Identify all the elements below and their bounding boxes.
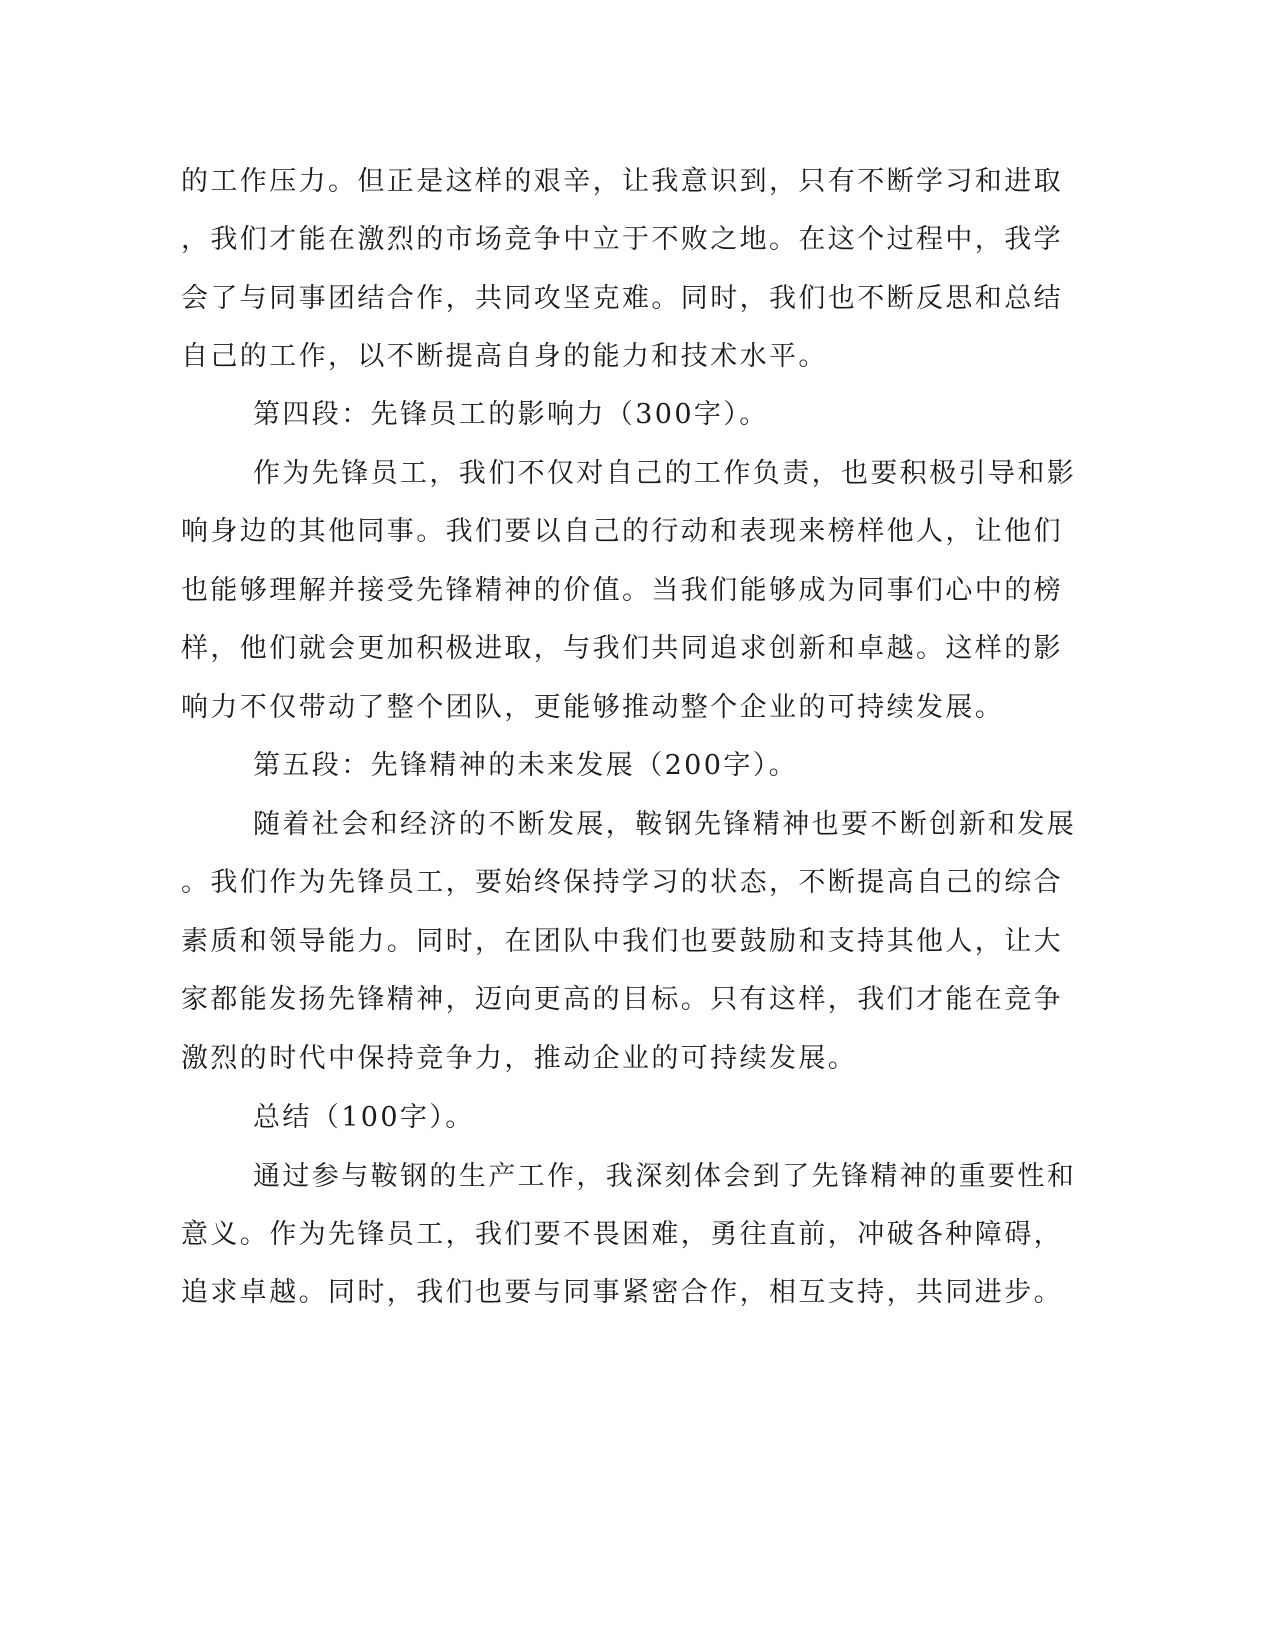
paragraph-line: 追求卓越。同时，我们也要与同事紧密合作，相互支持，共同进步。: [181, 1277, 1063, 1308]
paragraph-line: 意义。作为先锋员工，我们要不畏困难，勇往直前，冲破各种障碍，: [181, 1219, 1063, 1250]
paragraph-line: 作为先锋员工，我们不仅对自己的工作负责，也要积极引导和影: [253, 458, 1077, 489]
paragraph-line: 响身边的其他同事。我们要以自己的行动和表现来榜样他人，让他们: [181, 516, 1063, 547]
section-heading: 第五段：先锋精神的未来发展（200字）。: [253, 750, 799, 781]
paragraph-line: ，我们才能在激烈的市场竞争中立于不败之地。在这个过程中，我学: [181, 224, 1063, 255]
paragraph-line: 素质和领导能力。同时，在团队中我们也要鼓励和支持其他人，让大: [181, 926, 1063, 957]
paragraph-line: 随着社会和经济的不断发展，鞍钢先锋精神也要不断创新和发展: [253, 809, 1077, 840]
paragraph-line: 响力不仅带动了整个团队，更能够推动整个企业的可持续发展。: [181, 692, 1005, 723]
paragraph-line: 通过参与鞍钢的生产工作，我深刻体会到了先锋精神的重要性和: [253, 1161, 1077, 1192]
section-heading: 总结（100字）。: [253, 1102, 475, 1133]
paragraph-line: 激烈的时代中保持竞争力，推动企业的可持续发展。: [181, 1043, 858, 1074]
paragraph-line: 自己的工作，以不断提高自身的能力和技术水平。: [181, 341, 828, 372]
paragraph-line: 。我们作为先锋员工，要始终保持学习的状态，不断提高自己的综合: [181, 867, 1063, 898]
paragraph-line: 的工作压力。但正是这样的艰辛，让我意识到，只有不断学习和进取: [181, 166, 1063, 197]
paragraph-line: 也能够理解并接受先锋精神的价值。当我们能够成为同事们心中的榜: [181, 575, 1063, 606]
paragraph-line: 家都能发扬先锋精神，迈向更高的目标。只有这样，我们才能在竞争: [181, 984, 1063, 1015]
paragraph-line: 会了与同事团结合作，共同攻坚克难。同时，我们也不断反思和总结: [181, 283, 1063, 314]
paragraph-line: 样，他们就会更加积极进取，与我们共同追求创新和卓越。这样的影: [181, 633, 1063, 664]
section-heading: 第四段：先锋员工的影响力（300字）。: [253, 399, 769, 430]
